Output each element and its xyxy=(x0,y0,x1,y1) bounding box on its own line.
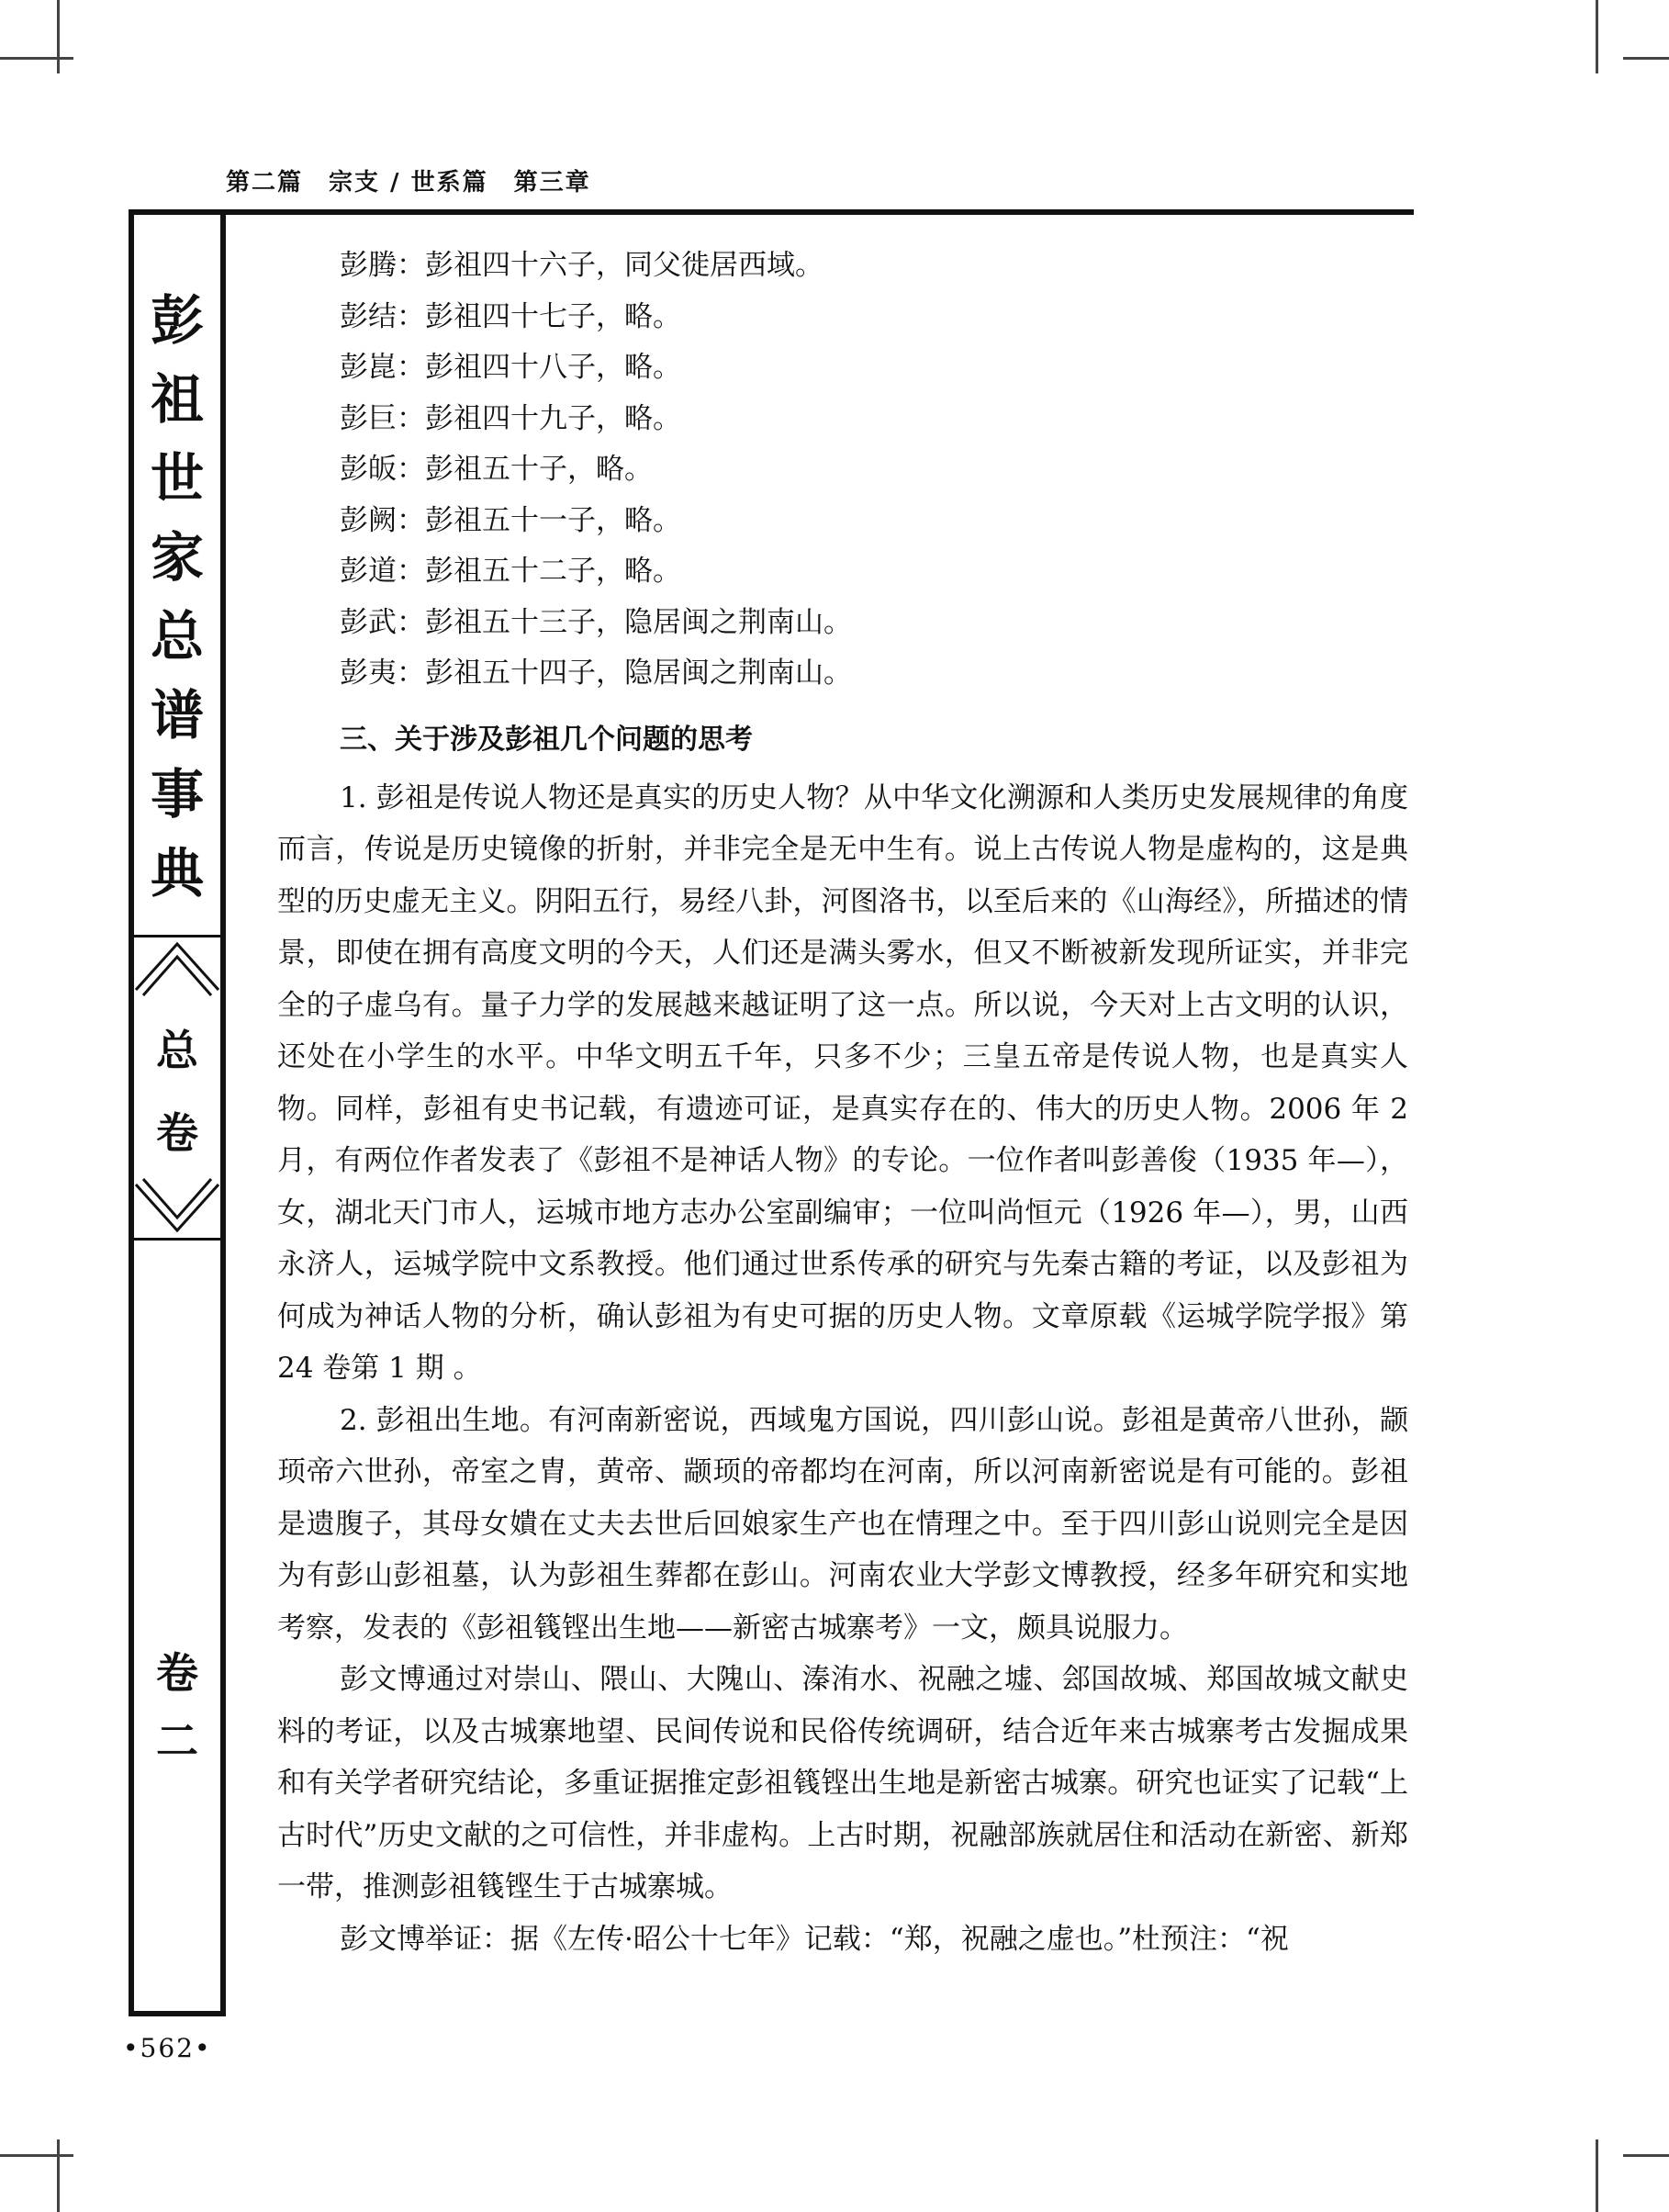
list-item: 彭阙：彭祖五十一子，略。 xyxy=(340,503,681,537)
sidebar-divider xyxy=(134,935,220,938)
sidebar-volume-badge xyxy=(134,938,220,1236)
page-number: •562• xyxy=(123,2033,212,2063)
sidebar-part-label-char: 二 xyxy=(156,1716,198,1766)
running-header: 第二篇 宗支 / 世系篇 第三章 xyxy=(226,169,591,196)
list-item: 彭腾：彭祖四十六子，同父徙居西域。 xyxy=(340,249,823,282)
sidebar-title-char: 总 xyxy=(150,605,204,668)
frame-left-inner-rule xyxy=(220,209,226,2016)
crop-mark xyxy=(0,57,73,60)
sidebar-part-label-char: 卷 xyxy=(156,1648,198,1698)
list-item: 彭皈：彭祖五十子，略。 xyxy=(340,453,653,486)
crop-mark xyxy=(57,2139,60,2212)
main-content xyxy=(277,241,1408,1965)
paragraph: 彭文博举证：据《左传·昭公十七年》记载：“郑，祝融之虚也。”杜预注：“祝 xyxy=(340,1922,1289,1956)
sidebar-title-char: 祖 xyxy=(150,368,204,431)
paragraph: 2. 彭祖出生地。有河南新密说，西域鬼方国说，四川彭山说。彭祖是黄帝八世孙，颛顼帝六世孙，帝室之胄，黄帝、颛顼的帝都均在河南，所以河南新密说是有可能的。彭祖是遗腹子，其母女嬇在丈夫去世后回娘家生产也在情理之中。至于四川彭山说则完全是因为有彭山彭祖墓，认为彭祖生葬都在彭山。河南农业大学彭文博教授，经多年研究和实地考察，发表的《彭祖篯铿出生地——新密古城寨考》一文，颇具说服力。 xyxy=(277,1403,1408,1645)
sidebar-volume-label-char: 卷 xyxy=(156,1108,198,1158)
list-item: 彭巨：彭祖四十九子，略。 xyxy=(340,401,681,435)
sidebar-divider xyxy=(134,1238,220,1241)
frame-top-rule xyxy=(129,209,1414,215)
sidebar-title-char: 事 xyxy=(150,763,204,825)
crop-mark xyxy=(1623,57,1669,60)
sidebar-title-char: 世 xyxy=(150,447,204,510)
crop-mark xyxy=(1623,2154,1669,2157)
sidebar-book-title xyxy=(134,281,220,913)
frame-bottom-rule xyxy=(129,2011,226,2016)
paragraph: 彭文博通过对崇山、隈山、大隗山、溱洧水、祝融之墟、郐国故城、郑国故城文献史料的考证，以及古城寨地望、民间传说和民俗传统调研，结合近年来古城寨考古发掘成果和有关学者研究结论，多重证据推定彭祖篯铿出生地是新密古城寨。研究也证实了记载“上古时代”历史文献的之可信性，并非虚构。上古时期，祝融部族就居住和活动在新密、新郑一带，推测彭祖篯铿生于古城寨城。 xyxy=(277,1663,1408,1903)
sidebar-title-char: 典 xyxy=(150,842,204,904)
list-item: 彭武：彭祖五十三子，隐居闽之荆南山。 xyxy=(340,605,852,639)
list-item: 彭结：彭祖四十七子，略。 xyxy=(340,299,681,333)
crop-mark xyxy=(1596,0,1598,73)
paragraph: 1. 彭祖是传说人物还是真实的历史人物？从中华文化溯源和人类历史发展规律的角度而言，传说是历史镜像的折射，并非完全是无中生有。说上古传说人物是虚构的，这是典型的历史虚无主义。阴阳五行，易经八卦，河图洛书，以至后来的《山海经》，所描述的情景，即使在拥有高度文明的今天，人们还是满头雾水，但又不断被新发现所证实，并非完全的子虚乌有。量子力学的发展越来越证明了这一点。所以说，今天对上古文明的认识，还处在小学生的水平。中华文明五千年，只多不少；三皇五帝是传说人物，也是真实人物。同样，彭祖有史书记载，有遗迹可证，是真实存在的、伟大的历史人物。2006 年 2 月，有两位作者发表了《彭祖不是神话人物》的专论。一位作者叫彭善俊（1935 年—），女，湖北天门市人，运城市地方志办公室副编审；一位叫尚恒元（1926 年—），男，山西永济人，运城学院中文系教授。他们通过世系传承的研究与先秦古籍的考证，以及彭祖为何成为神话人物的分析，确认彭祖为有史可据的历史人物。文章原载《运城学院学报》第 24 卷第 1 期 。 xyxy=(277,780,1408,1385)
crop-mark xyxy=(1596,2139,1598,2212)
sidebar-title-char: 谱 xyxy=(150,684,204,747)
sidebar-title-char: 彭 xyxy=(150,289,204,352)
section-heading: 三、关于涉及彭祖几个问题的思考 xyxy=(340,723,753,756)
sidebar-volume-label-char: 总 xyxy=(156,1026,198,1075)
list-item: 彭崑：彭祖四十八子，略。 xyxy=(340,351,681,384)
sidebar-title-char: 家 xyxy=(150,526,204,589)
list-item: 彭道：彭祖五十二子，略。 xyxy=(340,555,681,588)
crop-mark xyxy=(57,0,60,73)
crop-mark xyxy=(0,2154,73,2157)
list-item: 彭夷：彭祖五十四子，隐居闽之荆南山。 xyxy=(340,657,852,690)
